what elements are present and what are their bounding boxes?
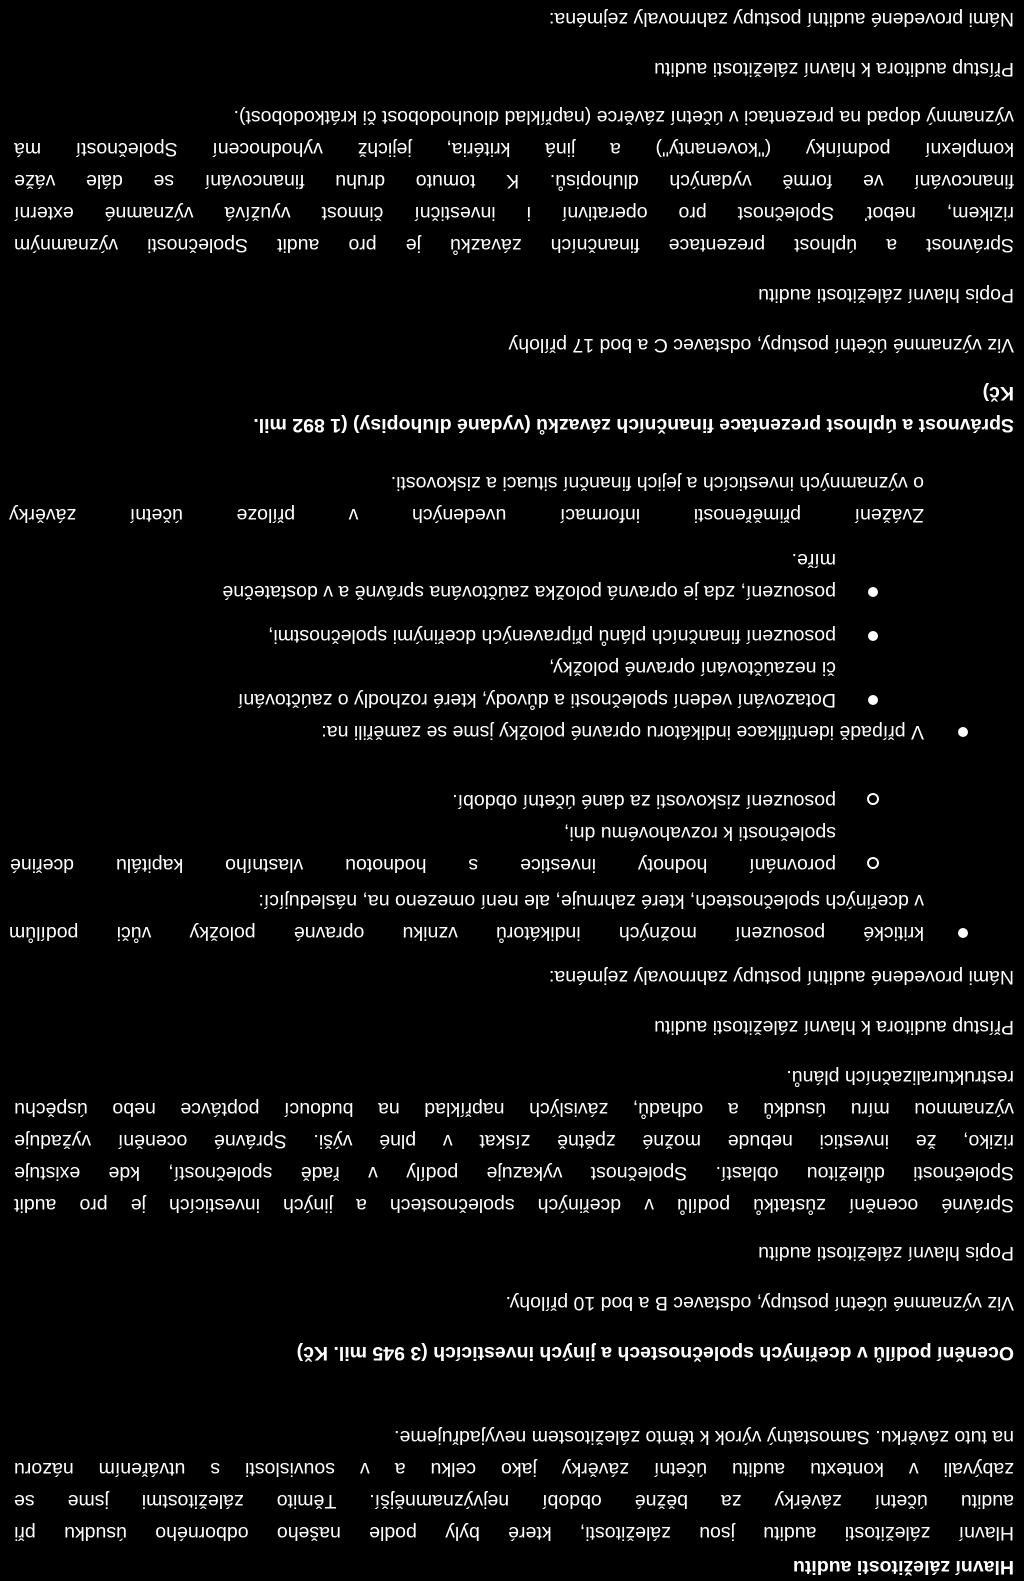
description-line: Správnost a úplnost prezentace finančních závazků je pro audit Společnosti významným [14, 234, 1014, 256]
bullet-disc-icon [958, 928, 968, 938]
sub-list-item: Dotazování vedení společnosti a důvody, které rozhodly o zaúčtování [238, 689, 836, 711]
description-heading: Popis hlavní záležitosti auditu [758, 1242, 1014, 1264]
sub-list-item: posouzení, zda je opravná položka zaúčtována správně a v dostatečné [222, 581, 836, 603]
description-line: Správné ocenění zůstatků podílů v dceřiných společnostech a jiných investicích je pro audit [14, 1194, 1014, 1216]
sub-list-item-cont: společnosti k rozvahovému dni, [563, 822, 836, 844]
closing-line: Zvážení přiměřenosti informací uvedených v příloze účetní závěrky [9, 504, 924, 526]
section-title-bonds: Správnost a úplnost prezentace finančních závazků (vydané dluhopisy) (1 892 mil. [253, 414, 1014, 436]
sub-list-item-cont: míře. [791, 549, 836, 571]
description-line: financování ve formě vydaných dluhopisů. K tomuto druhu financování se dále váže [14, 170, 1014, 192]
section-reference: Viz významné účetní postupy, odstavec B a bod 10 přílohy. [505, 1292, 1014, 1314]
description-line: významnou míru úsudků a odhadů, závislých například na budoucí poptávce nebo úspěchu [14, 1098, 1014, 1120]
sub-list-item: porovnání hodnoty investice s hodnotou vlastního kapitálu dceřiné [10, 854, 836, 876]
description-line: komplexní podmínky ("kovenanty") a jiná kritéria, jejichž vyhodnocení Společností má [14, 138, 1014, 160]
intro-line: Hlavní záležitosti auditu jsou záležitosti, které byly podle našeho odborného úsudku při [14, 1522, 1014, 1544]
list-item-cont: v dceřiných společnostech, které zahrnuje, ale není omezeno na, následující: [258, 890, 924, 912]
sub-list-item: posouzení ziskovosti za dané účetní období. [452, 790, 836, 812]
description-line: restrukturalizačních plánů. [786, 1066, 1014, 1088]
sub-list-item: posouzení finančních plánů připravených dceřinými společnostmi, [268, 625, 836, 647]
bullet-circle-icon [867, 793, 879, 805]
closing-line: o významných investicích a jejich finanční situaci a ziskovosti. [390, 472, 924, 494]
approach-heading: Přístup auditora k hlavní záležitosti auditu [654, 1016, 1014, 1038]
description-line: Společnosti důležitou oblastí. Společnost vykazuje podíly v řadě společností, kde existuje [14, 1162, 1014, 1184]
bullet-disc-icon [868, 587, 878, 597]
sub-list-item-cont: či nezaúčtování opravné položky, [549, 657, 836, 679]
list-item: V případě identifikace indikátoru opravné položky jsme se zaměřili na: [321, 721, 924, 743]
bullet-circle-icon [867, 857, 879, 869]
description-line: rizikem, neboť Společnost pro operativní i investiční činnost využívá významné externí [14, 202, 1014, 224]
procedures-intro: Námi provedené auditní postupy zahrnovaly zejména: [548, 8, 1014, 30]
intro-line: zabývali v kontextu auditu účetní závěrky jako celku a v souvislosti s utvářením názoru [14, 1458, 1014, 1480]
procedures-intro: Námi provedené auditní postupy zahrnovaly zejména: [548, 966, 1014, 988]
bullet-disc-icon [868, 695, 878, 705]
description-line: riziko, že investici nebude možné zpětně získat v plné výši. Správné ocenění vyžaduje [14, 1130, 1014, 1152]
bullet-disc-icon [958, 727, 968, 737]
key-audit-matters-heading: Hlavní záležitosti auditu [792, 1556, 1014, 1578]
description-heading: Popis hlavní záležitosti auditu [758, 284, 1014, 306]
intro-line: na tuto závěrku. Samostatný výrok k těmto záležitostem nevyjadřujeme. [394, 1426, 1014, 1448]
section-reference: Viz významné účetní postupy, odstavec C a bod 17 přílohy [508, 334, 1014, 356]
approach-heading: Přístup auditora k hlavní záležitosti auditu [654, 58, 1014, 80]
list-item: kritické posouzení možných indikátorů vzniku opravné položky vůči podílům [9, 922, 924, 944]
bullet-disc-icon [868, 631, 878, 641]
section-title-investments: Ocenění podílů v dceřiných společnostech a jiných investicích (3 945 mil. Kč) [296, 1342, 1014, 1364]
intro-line: auditu účetní závěrky za běžné období nejvýznamnější. Těmito záležitostmi jsme se [14, 1490, 1014, 1512]
description-line: významný dopad na prezentaci v účetní závěrce (například dlouhodobost či krátkodobost). [233, 106, 1014, 128]
section-title-bonds-cont: Kč) [982, 382, 1014, 404]
